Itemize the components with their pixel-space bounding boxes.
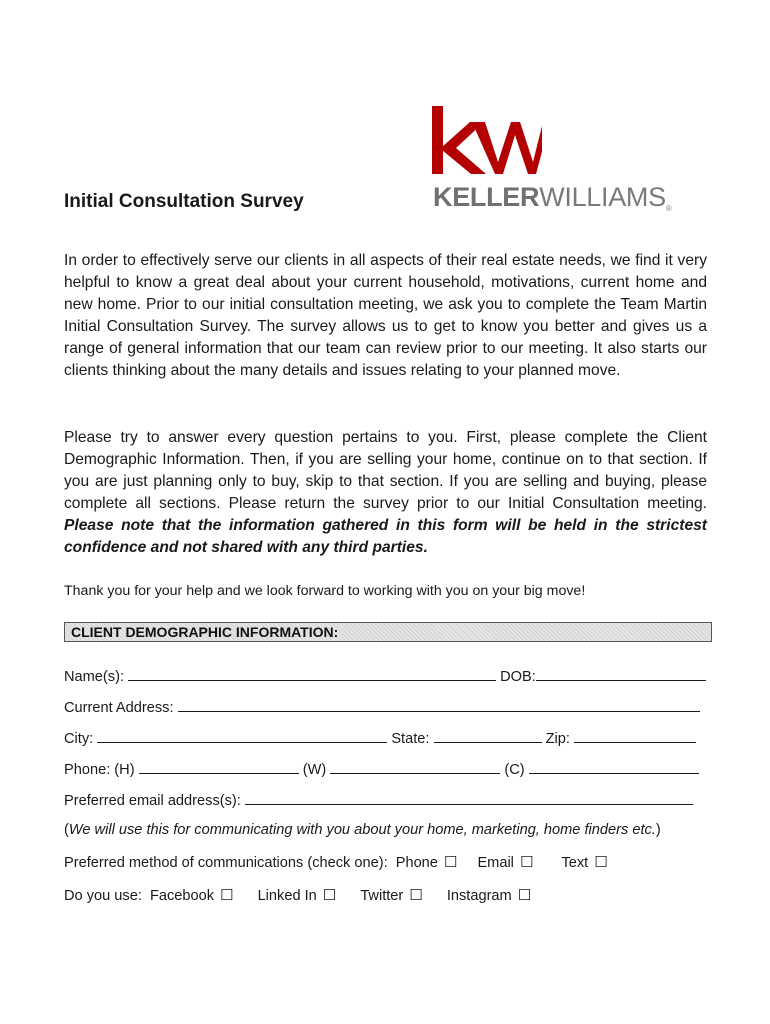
names-label: Name(s): <box>64 669 124 685</box>
email-note-text: We will use this for communicating with you about your home, marketing, home finders etc. <box>68 822 656 838</box>
dob-field[interactable] <box>536 667 706 681</box>
email-note-open: ( <box>64 822 69 838</box>
address-field[interactable] <box>178 698 700 712</box>
names-row <box>64 667 706 685</box>
social-label: Do you use: <box>64 888 142 904</box>
home-phone-field[interactable] <box>139 760 299 774</box>
phone-row <box>64 760 699 778</box>
intro-paragraph: In order to effectively serve our clients in all aspects of their real estate needs, we find it very helpful to know a great deal about your current household, motivations, current home and new home. Prior to our initial consultation meeting, we ask you to complete the Team Martin Initial Consultation Survey. The survey allows us to get to know you better and gives us a range of general information that our team can review prior to our meeting. It also starts our clients thinking about the many details and issues relating to your planned move. <box>64 252 707 379</box>
cell-phone-label: (C) <box>504 762 525 778</box>
section-header-bar <box>64 622 712 642</box>
email-field[interactable] <box>245 791 693 805</box>
comm-option-text-label: Text <box>561 855 589 871</box>
confidentiality-note: Please note that the information gathered in this form will be held in the strictest confidence and not shared with any third parties. <box>64 517 707 556</box>
communication-label: Preferred method of communications (check one): <box>64 855 388 871</box>
kw-logo-mark <box>432 102 542 176</box>
city-label: City: <box>64 731 94 747</box>
social-option-instagram[interactable] <box>447 888 531 904</box>
checkbox-icon[interactable]: ☐ <box>517 887 532 904</box>
checkbox-icon[interactable]: ☐ <box>322 887 337 904</box>
social-option-twitter[interactable] <box>360 888 422 904</box>
checkbox-icon[interactable]: ☐ <box>594 854 608 871</box>
social-option-linkedin[interactable] <box>258 888 337 904</box>
city-row <box>64 729 696 747</box>
social-option-linkedin-label: Linked In <box>257 888 317 904</box>
home-phone-label: Phone: (H) <box>64 762 135 778</box>
city-field[interactable] <box>97 729 387 743</box>
brand-wordmark: KELLERWILLIAMS® <box>433 182 672 213</box>
comm-option-phone[interactable] <box>396 855 458 871</box>
email-label: Preferred email address(s): <box>64 793 241 809</box>
dob-label: DOB: <box>500 669 536 685</box>
page-title: Initial Consultation Survey <box>64 191 304 212</box>
comm-option-email-label: Email <box>477 855 514 871</box>
zip-label: Zip: <box>545 731 570 747</box>
checkbox-icon[interactable]: ☐ <box>220 887 234 904</box>
section-header-label: CLIENT DEMOGRAPHIC INFORMATION: <box>71 624 339 640</box>
social-option-twitter-label: Twitter <box>360 888 404 904</box>
address-label: Current Address: <box>64 700 174 716</box>
email-note <box>64 822 661 838</box>
keller-williams-logo <box>432 102 672 214</box>
comm-option-text[interactable] <box>561 855 607 871</box>
instructions-paragraph <box>64 427 707 559</box>
zip-field[interactable] <box>574 729 696 743</box>
communication-row <box>64 853 608 871</box>
names-field[interactable] <box>128 667 496 681</box>
checkbox-icon[interactable]: ☐ <box>519 854 534 871</box>
checkbox-icon[interactable]: ☐ <box>443 854 458 871</box>
cell-phone-field[interactable] <box>529 760 699 774</box>
instructions-text: Please try to answer every question pertains to you. First, please complete the Client Demographic Information. Then, if you are selling your home, continue on to that section. If you are just planning only to buy, skip to that section. If you are selling and buying, please complete all sections. Please return the survey prior to our Initial Consultation meeting. <box>64 429 707 512</box>
email-note-close: ) <box>655 822 661 838</box>
social-option-facebook-label: Facebook <box>149 888 215 904</box>
email-row <box>64 791 693 809</box>
social-option-instagram-label: Instagram <box>446 888 512 904</box>
comm-option-email[interactable] <box>477 855 533 871</box>
work-phone-field[interactable] <box>330 760 500 774</box>
state-label: State: <box>391 731 430 747</box>
thanks-text: Thank you for your help and we look forward to working with you on your big move! <box>64 583 586 599</box>
social-row <box>64 886 531 904</box>
comm-option-phone-label: Phone <box>395 855 438 871</box>
social-option-facebook[interactable] <box>150 888 234 904</box>
address-row <box>64 698 700 716</box>
state-field[interactable] <box>434 729 542 743</box>
checkbox-icon[interactable]: ☐ <box>409 887 423 904</box>
work-phone-label: (W) <box>302 762 327 778</box>
